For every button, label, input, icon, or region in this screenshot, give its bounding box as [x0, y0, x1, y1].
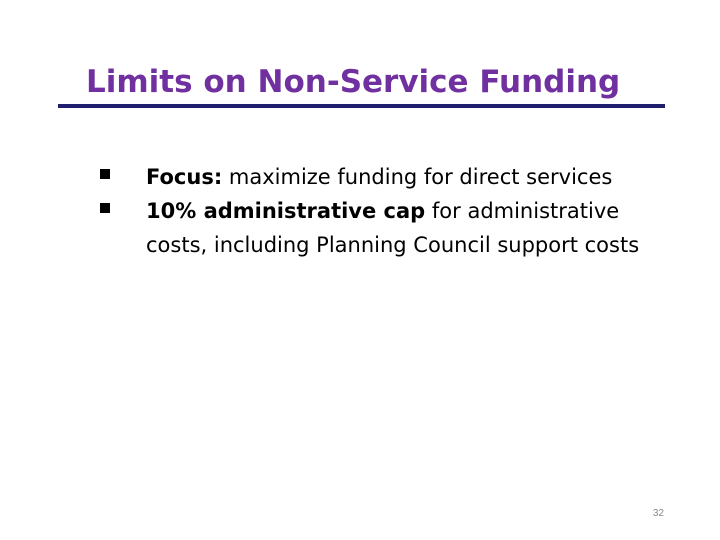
bullet-list — [100, 160, 680, 262]
bullet-bold-lead: 10% administrative cap — [146, 199, 426, 223]
bullet-item-focus — [100, 160, 680, 194]
square-bullet-icon — [100, 169, 110, 179]
page-number: 32 — [652, 508, 664, 519]
bullet-bold-lead: Focus: — [146, 165, 223, 189]
title-underline — [58, 104, 665, 108]
bullet-body: maximize funding for direct services — [222, 165, 613, 189]
bullet-text — [146, 199, 639, 257]
bullet-text — [146, 165, 612, 189]
bullet-item-admin-cap — [100, 194, 680, 262]
slide-title: Limits on Non-Service Funding — [86, 64, 621, 100]
square-bullet-icon — [100, 203, 110, 213]
bullet-body: for administrative costs, including Planning Council support costs — [146, 199, 640, 257]
